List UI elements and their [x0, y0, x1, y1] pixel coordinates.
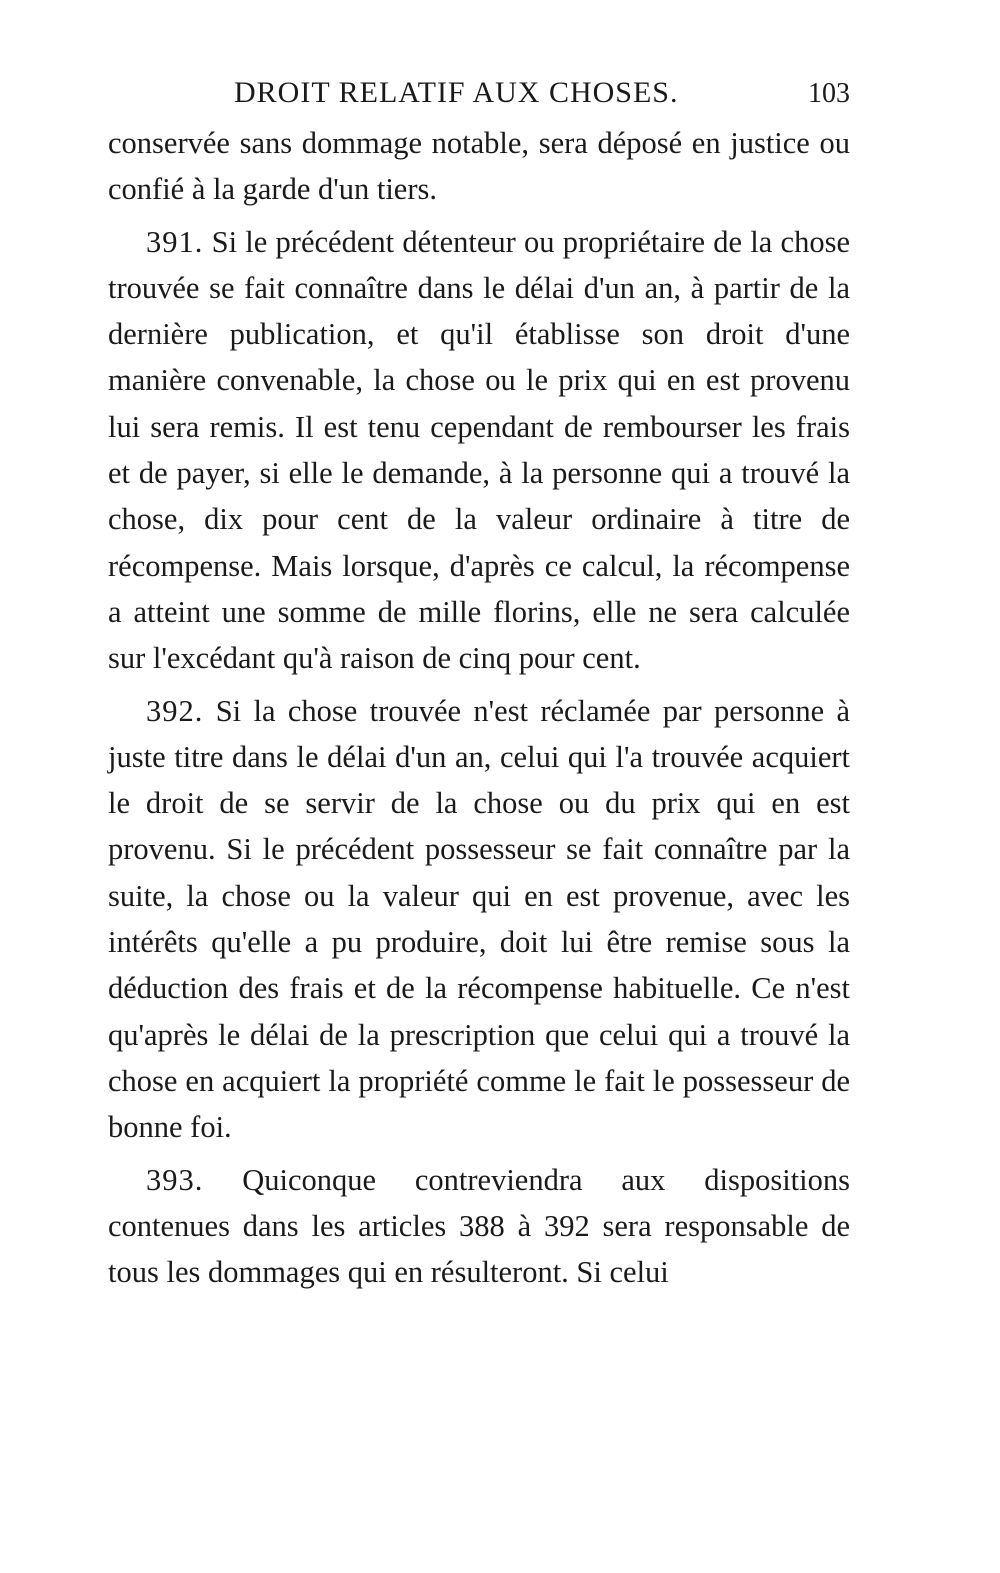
body-text — [108, 120, 850, 1295]
paragraph-text: Quiconque contreviendra aux dispositions contenues dans les articles 388 à 392 sera responsable de tous les dommages qui en résulteront. Si celui — [108, 1162, 851, 1290]
running-title: DROIT RELATIF AUX CHOSES. — [234, 76, 679, 109]
article-392 — [108, 688, 850, 1151]
article-number: 391. — [146, 224, 204, 259]
article-391 — [108, 219, 850, 682]
paragraph-text: conservée sans dommage notable, sera déposé en justice ou confié à la garde d'un tiers. — [108, 126, 850, 207]
article-number: 392. — [146, 693, 204, 728]
page-number: 103 — [808, 78, 850, 109]
running-header — [108, 76, 850, 120]
paragraph-text: Si la chose trouvée n'est réclamée par personne à juste titre dans le délai d'un an, celui qui l'a trouvée acquiert le droit de se servir de la chose ou du prix qui en est provenu. Si le précédent possesseur se fait connaître par la suite, la chose ou la valeur qui en est provenue, avec les intérêts qu'elle a pu produire, doit lui être remise sous la déduction des frais et de la récompense habituelle. Ce n'est qu'après le délai de la prescription que celui qui a trouvé la chose en acquiert la propriété comme le fait le possesseur de bonne foi. — [108, 693, 850, 1145]
paragraph-text: Si le précédent détenteur ou propriétaire de la chose trouvée se fait connaître dans le délai d'un an, à partir de la dernière publication, et qu'il établisse son droit d'une manière convenable, la chose ou le prix qui en est provenu lui sera remis. Il est tenu cependant de rembourser les frais et de payer, si elle le demande, à la personne qui a trouvé la chose, dix pour cent de la valeur ordinaire à titre de récompense. Mais lorsque, d'après ce calcul, la récompense a atteint une somme de mille florins, elle ne sera calculée sur l'excédant qu'à raison de cinq pour cent. — [108, 224, 850, 676]
article-number: 393. — [146, 1162, 204, 1197]
paragraph-continuation — [108, 120, 850, 213]
article-393 — [108, 1157, 850, 1296]
book-page — [108, 76, 850, 1295]
